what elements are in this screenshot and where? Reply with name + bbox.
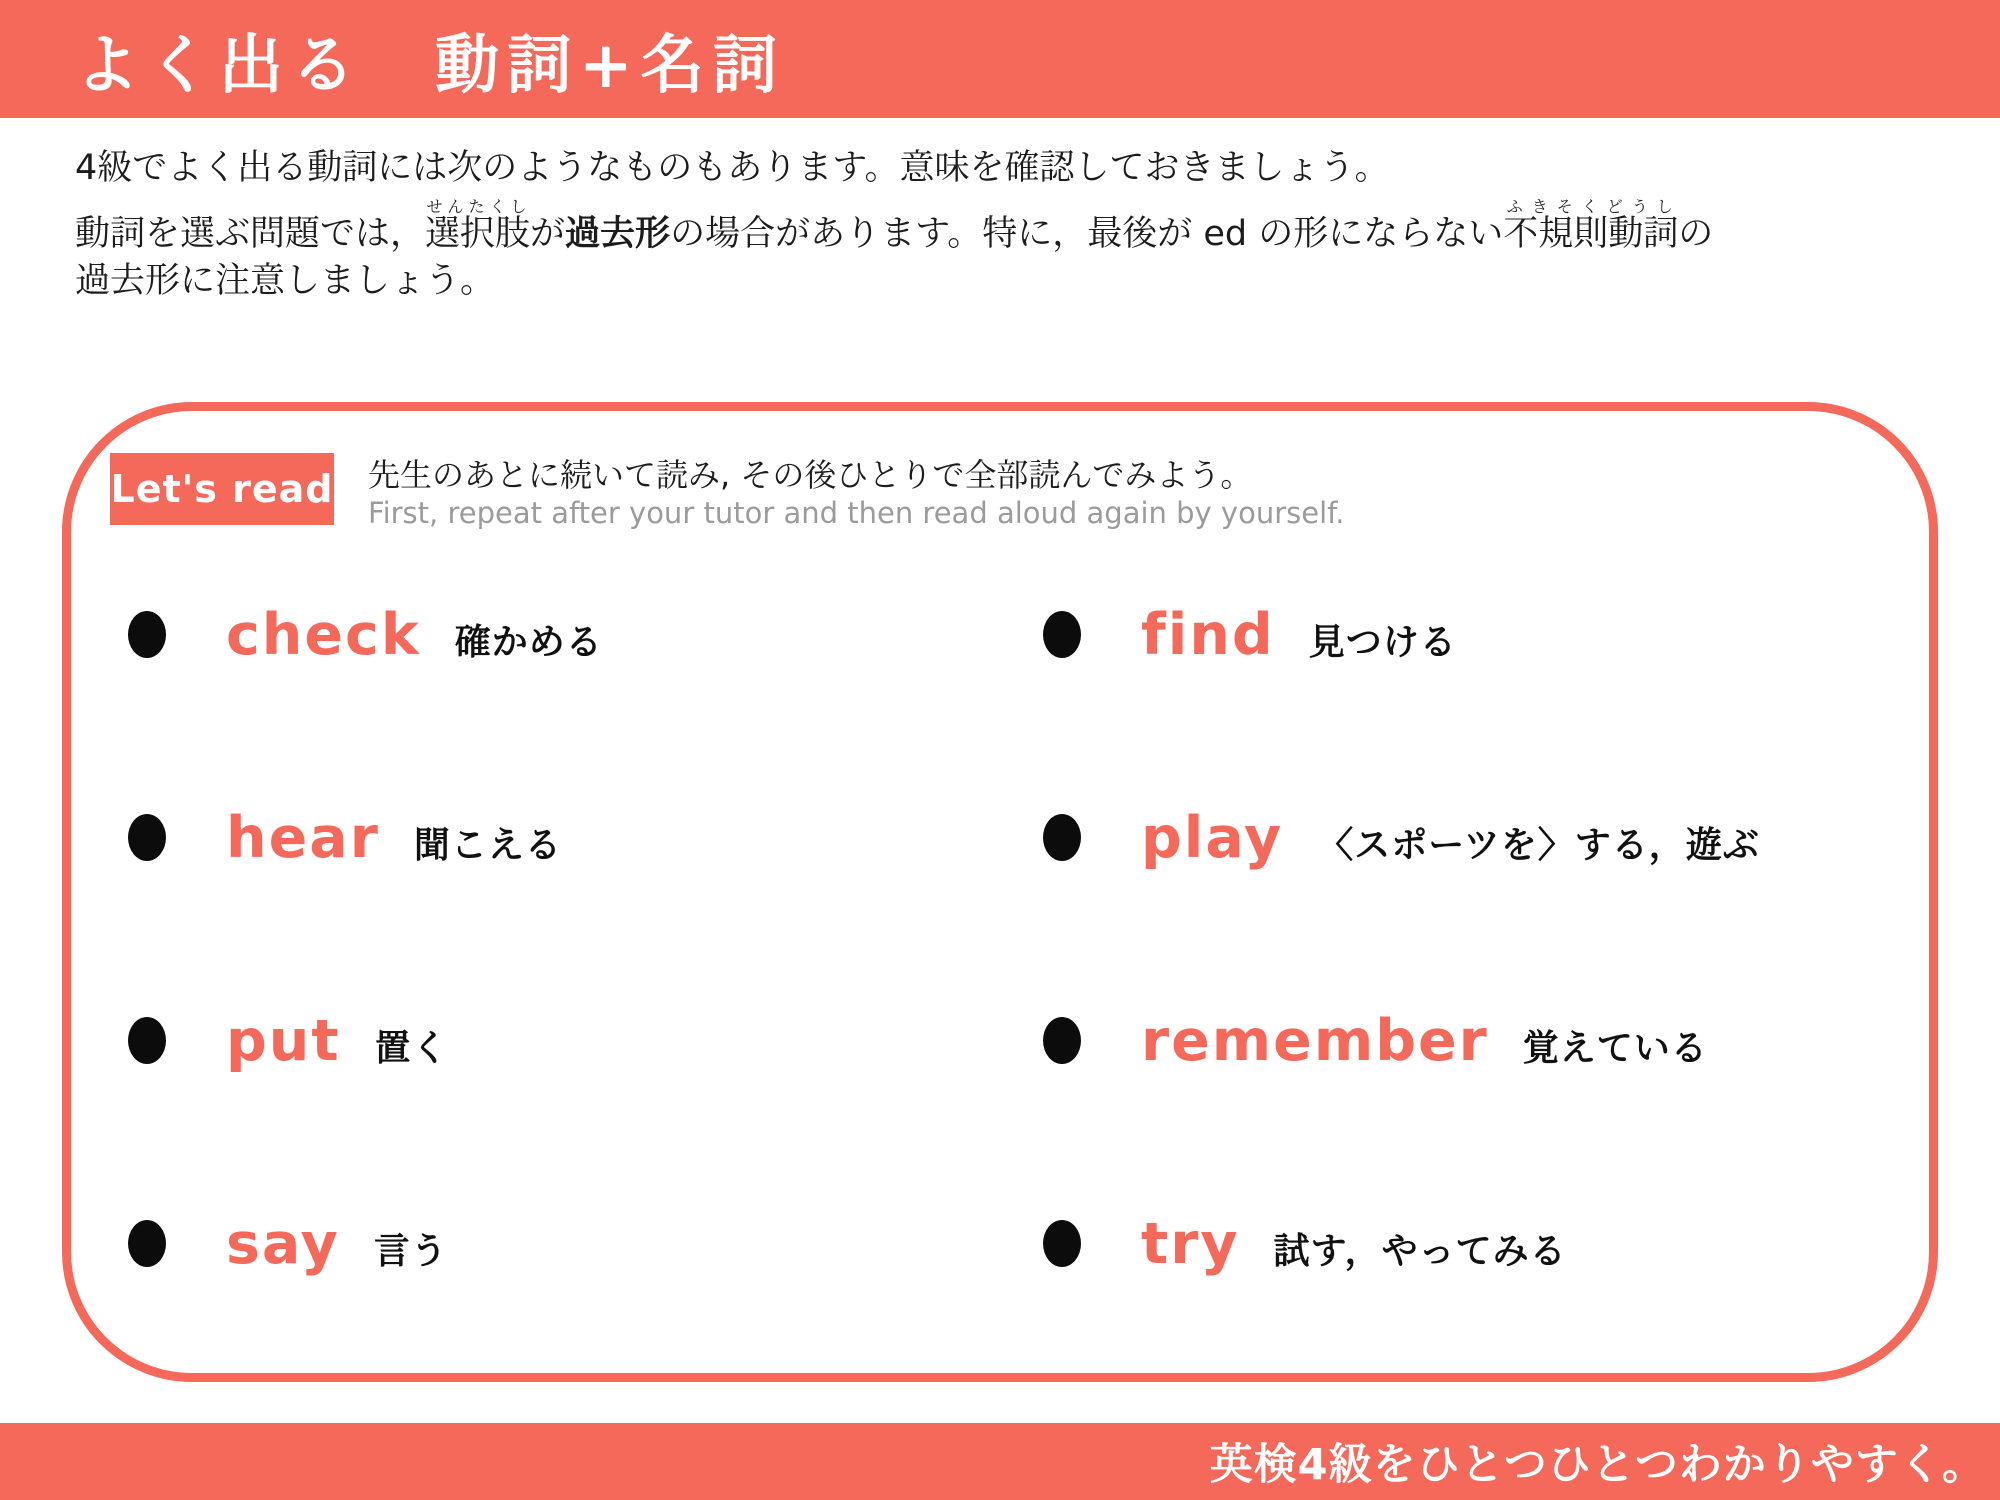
intro-text-segment: 動詞を選ぶ問題では，: [75, 214, 426, 254]
vocab-word: hear: [226, 804, 380, 871]
vocab-word: put: [226, 1007, 341, 1074]
vocab-item-put: [128, 939, 1043, 1142]
bullet-icon: [128, 611, 166, 658]
ruby-term: 不規則動詞ふきそくどうし: [1503, 197, 1679, 254]
page-footer: [0, 1423, 2000, 1500]
vocab-word: find: [1141, 601, 1275, 668]
lets-read-label: Let's read: [110, 467, 334, 511]
intro-paragraph: [75, 140, 1945, 309]
intro-text-segment: の場合があります。特に，最後が ed の形にならない: [670, 214, 1504, 254]
vocab-word: remember: [1141, 1007, 1489, 1074]
bullet-icon: [1043, 1017, 1081, 1064]
bullet-icon: [128, 1017, 166, 1064]
intro-line-3: 過去形に注意しましょう。: [75, 261, 496, 301]
bullet-icon: [1043, 814, 1081, 861]
ruby-term: 選択肢せんたくし: [425, 197, 531, 254]
instruction-english: First, repeat after your tutor and then read aloud again by yourself.: [368, 496, 1345, 530]
vocab-item-try: [1043, 1142, 1888, 1345]
vocab-meaning: 覚えている: [1522, 1028, 1708, 1069]
intro-line-1: 4級でよく出る動詞には次のようなものもあります。意味を確認しておきましょう。: [75, 148, 1390, 188]
bullet-icon: [128, 1220, 166, 1267]
intro-line-2: [75, 197, 1945, 253]
vocab-meaning: 言う: [373, 1231, 448, 1272]
vocab-item-remember: [1043, 939, 1888, 1142]
vocab-meaning: 〈スポーツを〉する，遊ぶ: [1317, 825, 1760, 866]
page-title: よく出る 動詞+名詞: [75, 29, 785, 103]
vocab-item-hear: [128, 736, 1043, 939]
bullet-icon: [1043, 611, 1081, 658]
vocab-item-say: [128, 1142, 1043, 1345]
instruction-japanese: 先生のあとに続いて読み, その後ひとりで全部読んでみよう。: [368, 456, 1253, 494]
vocab-word: check: [226, 601, 421, 668]
vocab-meaning: 置く: [374, 1028, 449, 1069]
vocab-word: play: [1141, 804, 1284, 871]
vocab-meaning: 聞こえる: [413, 825, 562, 866]
bullet-icon: [128, 814, 166, 861]
emphasized-term: 過去形: [565, 214, 671, 254]
vocab-item-check: [128, 533, 1043, 736]
vocab-item-play: [1043, 736, 1888, 939]
footer-slogan: 英検4級をひとつひとつわかりやすく。: [1209, 1440, 1986, 1490]
intro-text-segment: が: [530, 214, 566, 254]
intro-text-segment: の: [1678, 214, 1714, 254]
vocab-word: try: [1141, 1210, 1240, 1277]
bullet-icon: [1043, 1220, 1081, 1267]
vocab-word: say: [226, 1210, 340, 1277]
vocab-meaning: 見つける: [1308, 622, 1457, 663]
page-header: [0, 0, 2000, 118]
vocab-meaning: 確かめる: [454, 622, 603, 663]
vocab-meaning: 試す，やってみる: [1273, 1231, 1567, 1272]
vocab-item-find: [1043, 533, 1888, 736]
vocab-grid: [128, 533, 1888, 1345]
lets-read-badge: [110, 453, 334, 525]
